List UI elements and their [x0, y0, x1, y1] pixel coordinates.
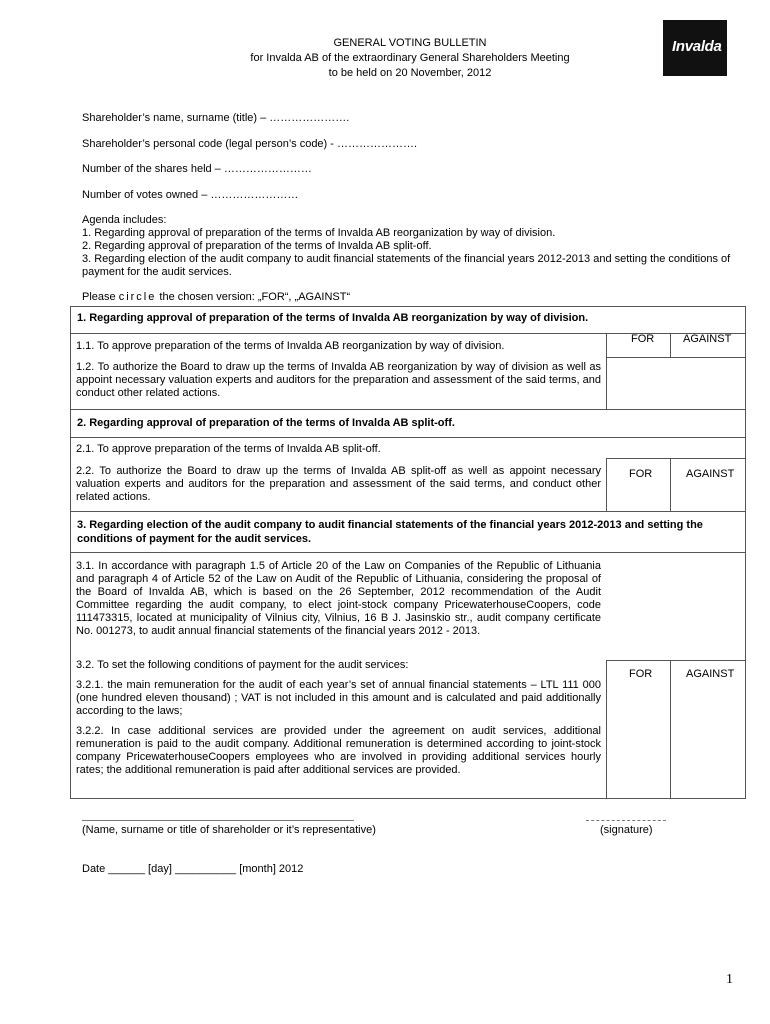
- resolution-1-1: 1.1. To approve preparation of the terms of Invalda AB reorganization by way of division.: [76, 340, 505, 352]
- section-1-heading: 1. Regarding approval of preparation of the terms of Invalda AB reorganization by way of division.: [70, 306, 746, 334]
- field-shares-held: Number of the shares held – ……………………: [82, 163, 312, 175]
- circle-word: circle: [118, 291, 157, 303]
- agenda-title: Agenda includes:: [82, 214, 167, 226]
- page-number: 1: [726, 972, 733, 987]
- signature-line[interactable]: [586, 820, 666, 821]
- field-shareholder-name: Shareholder’s name, surname (title) – ………………….: [82, 112, 350, 124]
- vote-for-1[interactable]: FOR: [631, 333, 655, 345]
- header-date: to be held on 20 November, 2012: [328, 67, 492, 79]
- resolution-3-1: 3.1. In accordance with paragraph 1.5 of Article 20 of the Law on Companies of the Republic of Lithuania and paragraph 4 of Article 52 of the Law on Audit of the Republic of Lithuania, considering the proposal of the Board of Invalda AB, which is based on the 26 September, 2012 recommendation of the Audit Committee regarding the audit company, to elect joint-stock company PricewaterhouseCoopers, code 111473315, located at municipality of Vilnius city, Vilnius, 16 B J. Jasinskio str., audit company certificate No. 001273, to audit annual financial statements of the financial years 2012 - 2013.: [76, 560, 601, 637]
- header-subtitle: for Invalda AB of the extraordinary General Shareholders Meeting: [250, 52, 570, 64]
- vote-against-2[interactable]: AGAINST: [686, 468, 735, 480]
- resolution-3-2-1: 3.2.1. the main remuneration for the audit of each year’s set of annual financial statements – LTL 111 000 (one hundred eleven thousand) ; VAT is not included in this amount and is calculated and paid additionally according to the laws;: [76, 679, 601, 717]
- section-2-heading: 2. Regarding approval of preparation of the terms of Invalda AB split-off.: [70, 409, 746, 438]
- resolution-2-1: 2.1. To approve preparation of the terms of Invalda AB split-off.: [76, 443, 381, 455]
- agenda-item-2: 2. Regarding approval of preparation of the terms of Invalda AB split-off.: [82, 240, 432, 252]
- agenda-item-1: 1. Regarding approval of preparation of the terms of Invalda AB reorganization by way of division.: [82, 227, 556, 239]
- vote-against-3[interactable]: AGAINST: [686, 668, 735, 680]
- resolution-3-2-2: 3.2.2. In case additional services are provided under the agreement on audit services, additional remuneration is paid to the audit company. Additional remuneration is determined according to joint-stock company PricewaterhouseCoopers employees who are involved in providing additional services hourly rates; the additional remuneration is paid after additional services are provided.: [76, 725, 601, 776]
- voting-instruction: Please circle the chosen version: „FOR“, „AGAINST“: [82, 291, 351, 303]
- field-personal-code: Shareholder’s personal code (legal person’s code) - ………………….: [82, 138, 418, 150]
- name-label: (Name, surname or title of shareholder or it’s representative): [82, 824, 376, 836]
- resolution-1-2: 1.2. To authorize the Board to draw up the terms of Invalda AB reorganization by way of division as well as appoint necessary valuation experts and auditors for the preparation and assessment of the said terms, and conduct other related actions.: [76, 361, 601, 399]
- agenda: [82, 214, 742, 279]
- logo-text: Invalda: [672, 38, 722, 55]
- date-field: Date ______ [day] __________ [month] 2012: [82, 863, 304, 875]
- invalda-logo: [663, 20, 727, 76]
- agenda-item-3: 3. Regarding election of the audit company to audit financial statements of the financial years 2012-2013 and setting the conditions of payment for the audit services.: [82, 253, 731, 278]
- vote-for-2[interactable]: FOR: [629, 468, 653, 480]
- resolution-3-2: 3.2. To set the following conditions of payment for the audit services:: [76, 659, 409, 671]
- signature-label: (signature): [600, 824, 653, 836]
- bulletin-header: [150, 36, 670, 81]
- vote-against-1[interactable]: AGAINST: [683, 333, 732, 345]
- field-votes-owned: Number of votes owned – ……………………: [82, 189, 299, 201]
- resolution-2-2: 2.2. To authorize the Board to draw up the terms of Invalda AB split-off as well as appoint necessary valuation experts and auditors for the preparation and assessment of the said terms, and conduct other related actions.: [76, 465, 601, 503]
- section-3-heading: 3. Regarding election of the audit company to audit financial statements of the financial years 2012-2013 and setting the conditions of payment for the audit services.: [70, 511, 746, 553]
- name-signature-line[interactable]: [82, 820, 354, 821]
- vote-for-3[interactable]: FOR: [629, 668, 653, 680]
- header-title: GENERAL VOTING BULLETIN: [333, 37, 487, 49]
